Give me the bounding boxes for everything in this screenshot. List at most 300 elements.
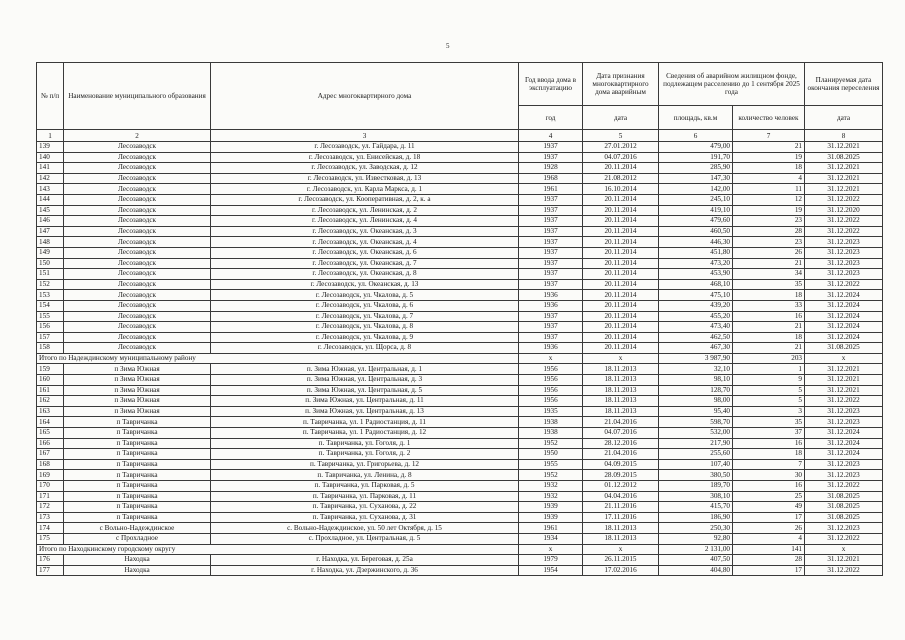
cell-plan: 31.12.2024 xyxy=(805,428,883,439)
cell-number: 147 xyxy=(37,226,64,237)
cell-area: 415,70 xyxy=(659,502,733,513)
cell-year: 1979 xyxy=(519,555,583,566)
cell-municipality: п Зима Южная xyxy=(64,396,211,407)
cell-number: 145 xyxy=(37,205,64,216)
page-number: 5 xyxy=(446,42,450,50)
cell-year: 1961 xyxy=(519,523,583,534)
cell-year: 1939 xyxy=(519,512,583,523)
cell-number: 156 xyxy=(37,322,64,333)
table-row xyxy=(37,205,883,216)
cell-year: x xyxy=(519,353,583,364)
cell-date: x xyxy=(583,353,659,364)
cell-people: 21 xyxy=(733,142,805,153)
cell-people: 7 xyxy=(733,459,805,470)
cell-plan: x xyxy=(805,353,883,364)
cell-municipality: п Тавричанка xyxy=(64,417,211,428)
cell-year: 1936 xyxy=(519,290,583,301)
cell-year: 1937 xyxy=(519,258,583,269)
cell-number: 157 xyxy=(37,332,64,343)
table-row xyxy=(37,428,883,439)
cell-people: 141 xyxy=(733,544,805,555)
cell-year: 1937 xyxy=(519,237,583,248)
cell-municipality: Лесозаводск xyxy=(64,226,211,237)
cell-plan: 31.12.2024 xyxy=(805,311,883,322)
cell-date: 20.11.2014 xyxy=(583,237,659,248)
cell-number: 144 xyxy=(37,194,64,205)
cell-municipality: Лесозаводск xyxy=(64,142,211,153)
cell-area: 191,70 xyxy=(659,152,733,163)
cell-area: 245,10 xyxy=(659,194,733,205)
cell-people: 11 xyxy=(733,184,805,195)
cell-area: 142,00 xyxy=(659,184,733,195)
cell-address: г. Лесозаводск, ул. Заводская, д. 12 xyxy=(211,163,519,174)
cell-number: 171 xyxy=(37,491,64,502)
total-row xyxy=(37,353,883,364)
cell-address: с. Вольно-Надеждинское, ул. 50 лет Октября, д. 15 xyxy=(211,523,519,534)
cell-people: 49 xyxy=(733,502,805,513)
cell-year: 1956 xyxy=(519,364,583,375)
cell-date: 18.11.2013 xyxy=(583,396,659,407)
cell-date: 20.11.2014 xyxy=(583,216,659,227)
cell-area: 419,10 xyxy=(659,205,733,216)
cell-plan: 31.08.2025 xyxy=(805,343,883,354)
cell-number: 161 xyxy=(37,385,64,396)
table-row xyxy=(37,237,883,248)
column-number: 5 xyxy=(583,130,659,142)
cell-date: 20.11.2014 xyxy=(583,311,659,322)
cell-municipality: п Тавричанка xyxy=(64,512,211,523)
cell-address: г. Лесозаводск, ул. Гайдара, д. 11 xyxy=(211,142,519,153)
header-date: Дата признания многоквартирного дома аварийным xyxy=(583,63,659,106)
cell-year: 1952 xyxy=(519,438,583,449)
table-row xyxy=(37,512,883,523)
cell-number: 170 xyxy=(37,481,64,492)
table-row xyxy=(37,438,883,449)
cell-area: 404,80 xyxy=(659,565,733,576)
table-row xyxy=(37,226,883,237)
cell-plan: 31.12.2023 xyxy=(805,523,883,534)
table-row xyxy=(37,258,883,269)
cell-plan: 31.12.2023 xyxy=(805,470,883,481)
cell-number: 165 xyxy=(37,428,64,439)
cell-date: 20.11.2014 xyxy=(583,226,659,237)
cell-plan: 31.12.2023 xyxy=(805,237,883,248)
cell-plan: 31.12.2022 xyxy=(805,216,883,227)
cell-date: 21.11.2016 xyxy=(583,502,659,513)
table-row xyxy=(37,406,883,417)
cell-date: 20.11.2014 xyxy=(583,269,659,280)
table-row xyxy=(37,343,883,354)
cell-number: 154 xyxy=(37,300,64,311)
header-year: Год ввода дома в эксплуатацию xyxy=(519,63,583,106)
cell-date: 18.11.2013 xyxy=(583,385,659,396)
cell-address: п. Зима Южная, ул. Центральная, д. 11 xyxy=(211,396,519,407)
cell-people: 5 xyxy=(733,385,805,396)
cell-date: 20.11.2014 xyxy=(583,194,659,205)
cell-address: г. Лесозаводск, ул. Океанская, д. 4 xyxy=(211,237,519,248)
cell-address: п. Тавричанка, ул. 1 Радиостанция, д. 11 xyxy=(211,417,519,428)
cell-number: 159 xyxy=(37,364,64,375)
cell-plan: 31.12.2021 xyxy=(805,555,883,566)
cell-year: 1937 xyxy=(519,205,583,216)
cell-plan: x xyxy=(805,544,883,555)
cell-year: 1928 xyxy=(519,163,583,174)
cell-number: 176 xyxy=(37,555,64,566)
cell-year: 1937 xyxy=(519,311,583,322)
cell-address: п. Тавричанка, ул. Григорьева, д. 12 xyxy=(211,459,519,470)
cell-people: 17 xyxy=(733,565,805,576)
cell-address: г. Лесозаводск, ул. Ленинская, д. 2 xyxy=(211,205,519,216)
table-row xyxy=(37,269,883,280)
cell-date: 20.11.2014 xyxy=(583,205,659,216)
cell-number: 163 xyxy=(37,406,64,417)
subheader-area: площадь, кв.м xyxy=(659,106,733,130)
cell-municipality: Лесозаводск xyxy=(64,194,211,205)
column-number: 2 xyxy=(64,130,211,142)
cell-area: 98,10 xyxy=(659,375,733,386)
cell-number: 150 xyxy=(37,258,64,269)
table-row xyxy=(37,173,883,184)
table-row xyxy=(37,481,883,492)
cell-people: 16 xyxy=(733,438,805,449)
cell-date: 20.11.2014 xyxy=(583,322,659,333)
cell-people: 19 xyxy=(733,205,805,216)
cell-people: 25 xyxy=(733,491,805,502)
cell-municipality: Лесозаводск xyxy=(64,332,211,343)
cell-municipality: п Зима Южная xyxy=(64,375,211,386)
table-row xyxy=(37,184,883,195)
cell-year: 1955 xyxy=(519,459,583,470)
cell-year: 1956 xyxy=(519,385,583,396)
cell-address: г. Лесозаводск, ул. Океанская, д. 6 xyxy=(211,247,519,258)
cell-date: 20.11.2014 xyxy=(583,258,659,269)
total-row xyxy=(37,544,883,555)
cell-municipality: Лесозаводск xyxy=(64,152,211,163)
cell-plan: 31.12.2023 xyxy=(805,417,883,428)
cell-municipality: Находка xyxy=(64,555,211,566)
cell-municipality: Лесозаводск xyxy=(64,163,211,174)
table-row xyxy=(37,152,883,163)
cell-plan: 31.12.2023 xyxy=(805,269,883,280)
cell-number: 172 xyxy=(37,502,64,513)
cell-area: 95,40 xyxy=(659,406,733,417)
cell-plan: 31.12.2021 xyxy=(805,142,883,153)
cell-municipality: Лесозаводск xyxy=(64,173,211,184)
cell-area: 92,80 xyxy=(659,533,733,544)
cell-plan: 31.12.2024 xyxy=(805,438,883,449)
cell-year: 1937 xyxy=(519,226,583,237)
cell-area: 250,30 xyxy=(659,523,733,534)
table-row xyxy=(37,502,883,513)
cell-municipality: п Тавричанка xyxy=(64,481,211,492)
cell-address: г. Лесозаводск, ул. Океанская, д. 3 xyxy=(211,226,519,237)
cell-plan: 31.12.2022 xyxy=(805,481,883,492)
cell-address: г. Лесозаводск, ул. Чкалова, д. 7 xyxy=(211,311,519,322)
cell-address: г. Лесозаводск, ул. Енисейская, д. 18 xyxy=(211,152,519,163)
table-row xyxy=(37,491,883,502)
table-row xyxy=(37,311,883,322)
cell-municipality: Лесозаводск xyxy=(64,269,211,280)
cell-people: 12 xyxy=(733,194,805,205)
cell-plan: 31.12.2020 xyxy=(805,205,883,216)
cell-date: 21.04.2016 xyxy=(583,449,659,460)
table-row xyxy=(37,300,883,311)
cell-year: 1939 xyxy=(519,502,583,513)
cell-number: 140 xyxy=(37,152,64,163)
cell-date: 17.02.2016 xyxy=(583,565,659,576)
cell-people: 21 xyxy=(733,343,805,354)
cell-number: 173 xyxy=(37,512,64,523)
cell-municipality: с Вольно-Надеждинское xyxy=(64,523,211,534)
table-row xyxy=(37,523,883,534)
cell-year: 1950 xyxy=(519,449,583,460)
cell-plan: 31.12.2022 xyxy=(805,194,883,205)
cell-date: 20.11.2014 xyxy=(583,163,659,174)
cell-municipality: Лесозаводск xyxy=(64,258,211,269)
cell-address: г. Лесозаводск, ул. Чкалова, д. 6 xyxy=(211,300,519,311)
cell-year: 1937 xyxy=(519,247,583,258)
cell-address: г. Лесозаводск, ул. Океанская, д. 13 xyxy=(211,279,519,290)
cell-address: г. Лесозаводск, ул. Чкалова, д. 8 xyxy=(211,322,519,333)
cell-area: 473,40 xyxy=(659,322,733,333)
cell-area: 462,50 xyxy=(659,332,733,343)
cell-plan: 31.12.2024 xyxy=(805,322,883,333)
table-row xyxy=(37,449,883,460)
cell-year: 1937 xyxy=(519,279,583,290)
cell-area: 147,30 xyxy=(659,173,733,184)
cell-year: x xyxy=(519,544,583,555)
cell-plan: 31.08.2025 xyxy=(805,502,883,513)
cell-area: 598,70 xyxy=(659,417,733,428)
cell-year: 1938 xyxy=(519,428,583,439)
cell-year: 1932 xyxy=(519,481,583,492)
cell-area: 451,80 xyxy=(659,247,733,258)
cell-people: 4 xyxy=(733,533,805,544)
cell-municipality: п Тавричанка xyxy=(64,470,211,481)
cell-year: 1937 xyxy=(519,269,583,280)
resettlement-table xyxy=(36,62,883,576)
cell-people: 30 xyxy=(733,470,805,481)
table-row xyxy=(37,332,883,343)
cell-people: 21 xyxy=(733,258,805,269)
table-row xyxy=(37,533,883,544)
cell-municipality: Лесозаводск xyxy=(64,279,211,290)
header-address: Адрес многоквартирного дома xyxy=(211,63,519,130)
subheader-date: дата xyxy=(583,106,659,130)
cell-people: 35 xyxy=(733,417,805,428)
table-row xyxy=(37,216,883,227)
cell-number: 166 xyxy=(37,438,64,449)
cell-address: г. Лесозаводск, ул. Чкалова, д. 5 xyxy=(211,290,519,301)
cell-number: 139 xyxy=(37,142,64,153)
cell-municipality: п Тавричанка xyxy=(64,428,211,439)
table-row xyxy=(37,290,883,301)
cell-date: 04.04.2016 xyxy=(583,491,659,502)
cell-plan: 31.12.2021 xyxy=(805,163,883,174)
cell-people: 19 xyxy=(733,152,805,163)
cell-date: 04.07.2016 xyxy=(583,152,659,163)
cell-number: 146 xyxy=(37,216,64,227)
cell-address: п. Тавричанка, ул. Парковая, д. 5 xyxy=(211,481,519,492)
column-number: 6 xyxy=(659,130,733,142)
cell-number: 169 xyxy=(37,470,64,481)
total-label: Итого по Надеждинскому муниципальному району xyxy=(37,353,519,364)
cell-date: 26.11.2015 xyxy=(583,555,659,566)
cell-year: 1961 xyxy=(519,184,583,195)
cell-year: 1937 xyxy=(519,216,583,227)
cell-plan: 31.12.2024 xyxy=(805,300,883,311)
cell-plan: 31.12.2021 xyxy=(805,385,883,396)
cell-municipality: Лесозаводск xyxy=(64,237,211,248)
cell-date: 20.11.2014 xyxy=(583,343,659,354)
cell-municipality: Лесозаводск xyxy=(64,300,211,311)
cell-year: 1952 xyxy=(519,470,583,481)
cell-people: 34 xyxy=(733,269,805,280)
cell-area: 468,10 xyxy=(659,279,733,290)
cell-people: 23 xyxy=(733,216,805,227)
cell-year: 1956 xyxy=(519,375,583,386)
cell-area: 407,50 xyxy=(659,555,733,566)
cell-address: п. Тавричанка, ул. Суханова, д. 22 xyxy=(211,502,519,513)
cell-plan: 31.08.2025 xyxy=(805,512,883,523)
cell-area: 532,00 xyxy=(659,428,733,439)
cell-address: п. Тавричанка, ул. Ленина, д. 8 xyxy=(211,470,519,481)
column-number: 4 xyxy=(519,130,583,142)
cell-area: 128,70 xyxy=(659,385,733,396)
cell-plan: 31.12.2022 xyxy=(805,533,883,544)
cell-area: 479,60 xyxy=(659,216,733,227)
cell-number: 174 xyxy=(37,523,64,534)
cell-date: 20.11.2014 xyxy=(583,247,659,258)
cell-plan: 31.08.2025 xyxy=(805,152,883,163)
cell-people: 5 xyxy=(733,396,805,407)
cell-address: п. Зима Южная, ул. Центральная, д. 5 xyxy=(211,385,519,396)
table-row xyxy=(37,470,883,481)
column-number: 1 xyxy=(37,130,64,142)
cell-area: 186,90 xyxy=(659,512,733,523)
cell-year: 1936 xyxy=(519,343,583,354)
cell-address: п. Зима Южная, ул. Центральная, д. 3 xyxy=(211,375,519,386)
cell-address: г. Лесозаводск, ул. Чкалова, д. 9 xyxy=(211,332,519,343)
cell-date: 04.09.2015 xyxy=(583,459,659,470)
cell-number: 151 xyxy=(37,269,64,280)
table-row xyxy=(37,279,883,290)
column-number: 8 xyxy=(805,130,883,142)
cell-number: 162 xyxy=(37,396,64,407)
cell-plan: 31.12.2021 xyxy=(805,184,883,195)
cell-area: 2 131,00 xyxy=(659,544,733,555)
cell-date: x xyxy=(583,544,659,555)
cell-plan: 31.12.2023 xyxy=(805,459,883,470)
cell-plan: 31.12.2021 xyxy=(805,364,883,375)
cell-number: 168 xyxy=(37,459,64,470)
cell-number: 142 xyxy=(37,173,64,184)
cell-plan: 31.12.2024 xyxy=(805,290,883,301)
header-municipality: Наименование муниципального образования xyxy=(64,63,211,130)
cell-address: г. Лесозаводск, ул. Океанская, д. 8 xyxy=(211,269,519,280)
cell-people: 203 xyxy=(733,353,805,364)
cell-people: 23 xyxy=(733,237,805,248)
cell-number: 164 xyxy=(37,417,64,428)
cell-municipality: п Зима Южная xyxy=(64,385,211,396)
table-row xyxy=(37,396,883,407)
cell-year: 1937 xyxy=(519,194,583,205)
subheader-plan: дата xyxy=(805,106,883,130)
cell-people: 35 xyxy=(733,279,805,290)
cell-area: 98,00 xyxy=(659,396,733,407)
cell-date: 28.09.2015 xyxy=(583,470,659,481)
cell-address: п. Тавричанка, ул. 1 Радиостанция, д. 12 xyxy=(211,428,519,439)
cell-people: 16 xyxy=(733,311,805,322)
table-row xyxy=(37,194,883,205)
cell-people: 9 xyxy=(733,375,805,386)
cell-people: 28 xyxy=(733,555,805,566)
cell-area: 439,20 xyxy=(659,300,733,311)
cell-municipality: п Зима Южная xyxy=(64,364,211,375)
cell-municipality: Лесозаводск xyxy=(64,290,211,301)
table-row xyxy=(37,247,883,258)
cell-people: 17 xyxy=(733,512,805,523)
cell-date: 18.11.2013 xyxy=(583,533,659,544)
table-row xyxy=(37,163,883,174)
cell-address: п. Тавричанка, ул. Парковая, д. 11 xyxy=(211,491,519,502)
cell-municipality: п Тавричанка xyxy=(64,459,211,470)
cell-plan: 31.12.2022 xyxy=(805,226,883,237)
subheader-year: год xyxy=(519,106,583,130)
cell-area: 32,10 xyxy=(659,364,733,375)
cell-area: 189,70 xyxy=(659,481,733,492)
cell-area: 380,50 xyxy=(659,470,733,481)
cell-plan: 31.12.2024 xyxy=(805,332,883,343)
cell-address: п. Зима Южная, ул. Центральная, д. 13 xyxy=(211,406,519,417)
cell-area: 467,30 xyxy=(659,343,733,354)
table-row xyxy=(37,375,883,386)
cell-area: 446,30 xyxy=(659,237,733,248)
cell-area: 479,00 xyxy=(659,142,733,153)
cell-area: 255,60 xyxy=(659,449,733,460)
cell-area: 217,90 xyxy=(659,438,733,449)
cell-number: 160 xyxy=(37,375,64,386)
cell-number: 143 xyxy=(37,184,64,195)
cell-year: 1968 xyxy=(519,173,583,184)
table-row xyxy=(37,385,883,396)
cell-date: 18.11.2013 xyxy=(583,523,659,534)
cell-date: 20.11.2014 xyxy=(583,279,659,290)
cell-address: п. Тавричанка, ул. Гоголя, д. 2 xyxy=(211,449,519,460)
cell-people: 18 xyxy=(733,290,805,301)
cell-year: 1936 xyxy=(519,300,583,311)
cell-date: 18.11.2013 xyxy=(583,375,659,386)
cell-date: 04.07.2016 xyxy=(583,428,659,439)
cell-municipality: Лесозаводск xyxy=(64,311,211,322)
cell-address: г. Лесозаводск, ул. Карла Маркса, д. 1 xyxy=(211,184,519,195)
cell-plan: 31.12.2022 xyxy=(805,396,883,407)
cell-address: г. Лесозаводск, ул. Океанская, д. 7 xyxy=(211,258,519,269)
table-row xyxy=(37,364,883,375)
cell-address: с. Прохладное, ул. Центральная, д. 5 xyxy=(211,533,519,544)
cell-address: п. Тавричанка, ул. Гоголя, д. 1 xyxy=(211,438,519,449)
cell-people: 1 xyxy=(733,364,805,375)
cell-address: п. Зима Южная, ул. Центральная, д. 1 xyxy=(211,364,519,375)
cell-date: 20.11.2014 xyxy=(583,300,659,311)
cell-people: 33 xyxy=(733,300,805,311)
cell-municipality: Лесозаводск xyxy=(64,216,211,227)
cell-municipality: п Зима Южная xyxy=(64,406,211,417)
cell-date: 20.11.2014 xyxy=(583,332,659,343)
cell-date: 01.12.2012 xyxy=(583,481,659,492)
cell-date: 16.10.2014 xyxy=(583,184,659,195)
header-no: № п/п xyxy=(37,63,64,130)
